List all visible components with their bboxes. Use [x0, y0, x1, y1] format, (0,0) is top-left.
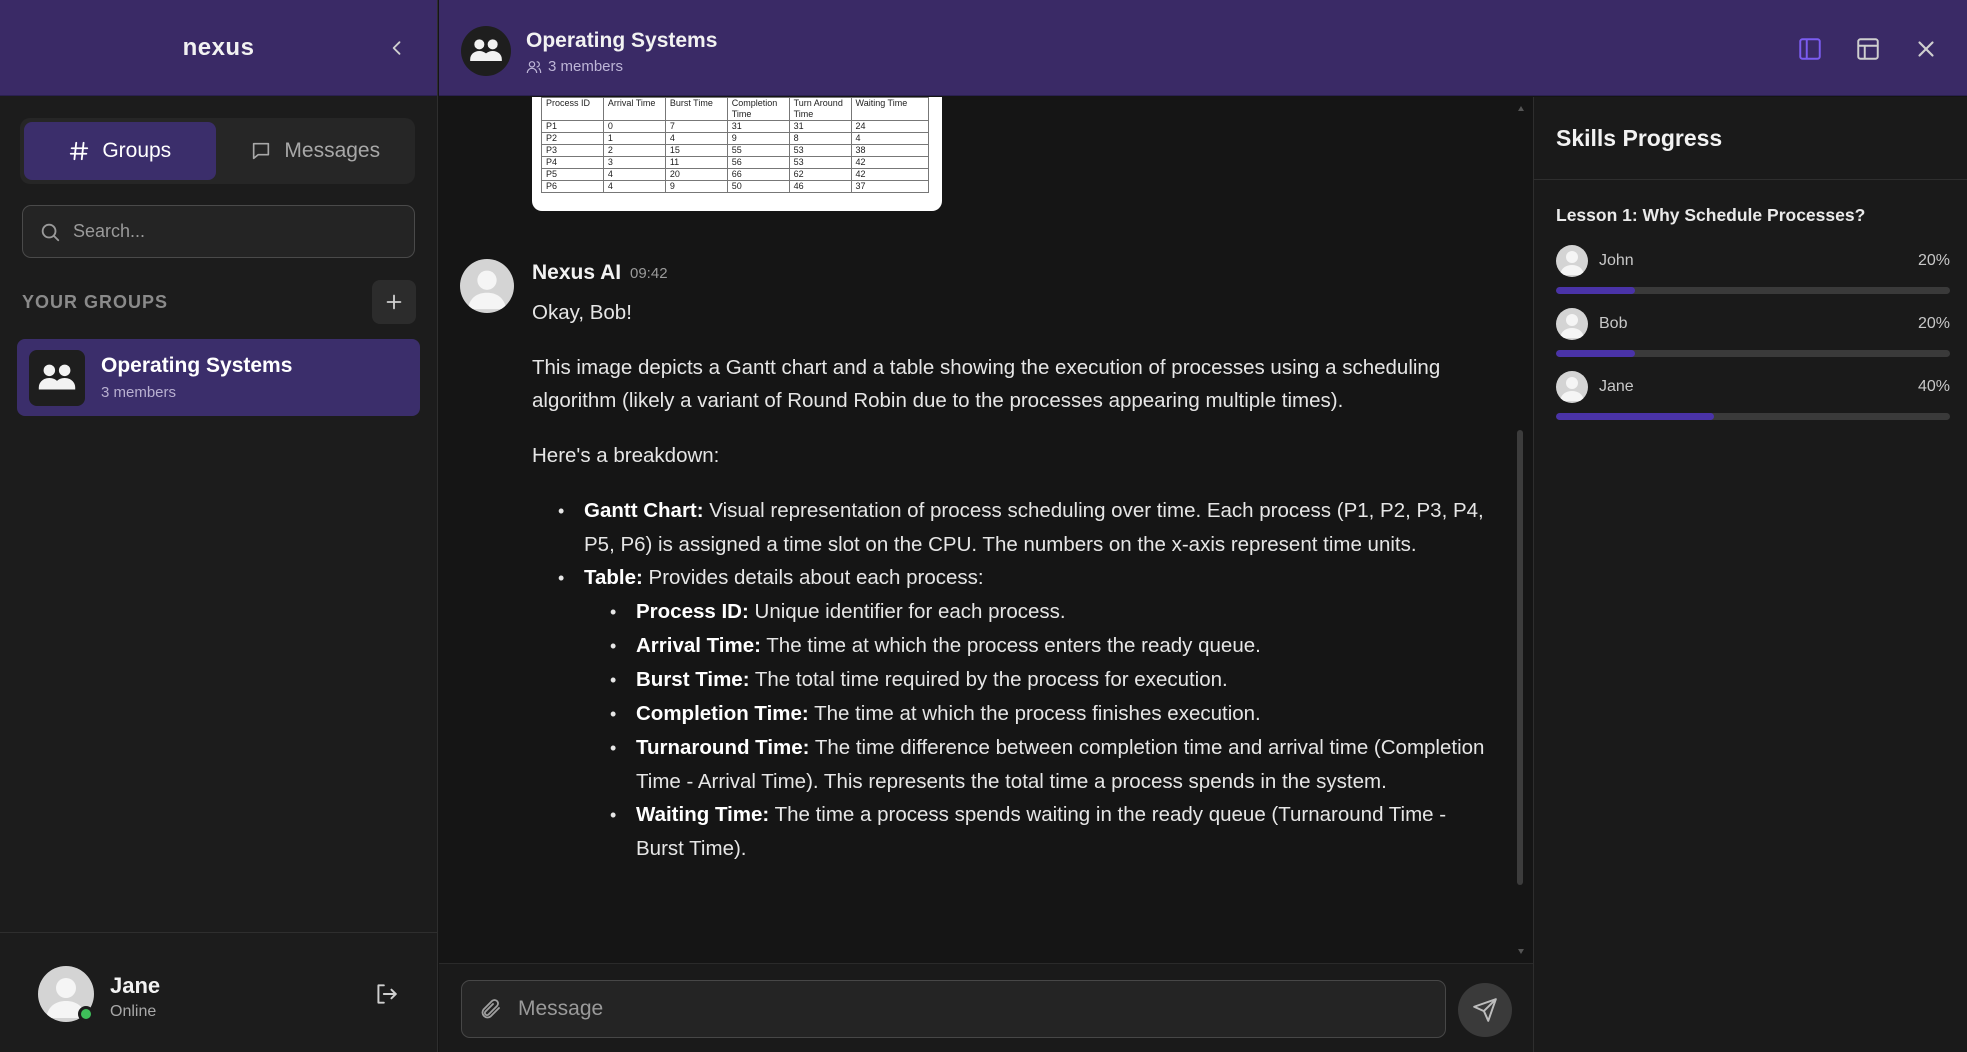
- table-cell: 4: [603, 169, 665, 181]
- chat-member-count: [526, 58, 623, 75]
- online-status-dot: [78, 1006, 94, 1022]
- list-item-text: The time at which the process finishes execution.: [808, 702, 1261, 725]
- avatar[interactable]: [460, 259, 514, 313]
- search-input[interactable]: [73, 221, 393, 242]
- scrollbar-thumb[interactable]: [1517, 430, 1523, 885]
- list-item-label: Table:: [584, 566, 643, 589]
- current-user-status: Online: [110, 1003, 157, 1020]
- table-row: [542, 133, 929, 145]
- table-row: [542, 145, 929, 157]
- table-cell: 11: [665, 157, 727, 169]
- tab-messages-label: Messages: [284, 139, 381, 162]
- table-cell: 9: [665, 181, 727, 193]
- list-item: • Completion Time: The time at which the process finishes execution.: [610, 702, 1261, 725]
- avatar: [1556, 245, 1588, 277]
- attached-image[interactable]: [532, 97, 942, 211]
- table-cell: 8: [789, 133, 851, 145]
- tab-groups-label: Groups: [102, 139, 172, 162]
- close-icon[interactable]: [1913, 36, 1939, 62]
- skills-panel: [1533, 97, 1967, 1052]
- user-footer: [0, 932, 437, 1052]
- table-cell: 20: [665, 169, 727, 181]
- tab-messages[interactable]: [220, 122, 412, 180]
- collapse-sidebar-icon[interactable]: [387, 38, 407, 58]
- progress-track: [1556, 287, 1950, 294]
- table-header: Turn Around Time: [789, 98, 851, 121]
- table-cell: 50: [727, 181, 789, 193]
- chat-title: Operating Systems: [526, 29, 718, 52]
- skill-member-name: Bob: [1599, 315, 1628, 332]
- skill-percent: 20%: [1917, 315, 1950, 332]
- table-cell: 42: [851, 169, 928, 181]
- table-cell: P4: [542, 157, 604, 169]
- table-cell: 7: [665, 121, 727, 133]
- message-timestamp: 09:42: [630, 265, 668, 282]
- group-users-icon: [466, 31, 506, 71]
- app-title: nexus: [182, 33, 255, 61]
- scroll-up-icon[interactable]: [1517, 105, 1525, 113]
- table-cell: 53: [789, 157, 851, 169]
- compose-box: [461, 980, 1446, 1038]
- add-group-button[interactable]: [372, 280, 416, 324]
- progress-fill: [1556, 413, 1714, 420]
- message-paragraph: This image depicts a Gantt chart and a table showing the execution of processes using a scheduling algorithm (likely a variant of Round Robin due to the processes appearing multiple times).: [532, 356, 1441, 412]
- table-cell: 2: [603, 145, 665, 157]
- table-cell: 56: [727, 157, 789, 169]
- skill-row-jane: [1556, 371, 1950, 421]
- list-item-label: Arrival Time:: [636, 634, 761, 657]
- table-cell: 4: [603, 181, 665, 193]
- table-row: [542, 121, 929, 133]
- sidebar: [0, 0, 438, 1052]
- table-cell: 38: [851, 145, 928, 157]
- table-cell: 1: [603, 133, 665, 145]
- list-item-text: The time at which the process enters the ready queue.: [760, 634, 1261, 657]
- search-icon: [39, 221, 61, 243]
- table-cell: 31: [789, 121, 851, 133]
- send-button[interactable]: [1458, 983, 1512, 1037]
- process-table-image: [541, 97, 929, 193]
- chat-member-count-label: 3 members: [548, 58, 624, 75]
- list-item-text: The time difference between completion time and arrival time (Completion Time - Arrival Time). This represents the total time a process spends in the system.: [636, 736, 1485, 793]
- table-cell: 55: [727, 145, 789, 157]
- table-cell: 42: [851, 157, 928, 169]
- current-user-name: Jane: [110, 973, 161, 998]
- table-header-row: [542, 98, 929, 121]
- message-input[interactable]: [518, 997, 1418, 1021]
- group-item-operating-systems[interactable]: [17, 339, 420, 416]
- group-name: Operating Systems: [101, 354, 293, 377]
- table-cell: P5: [542, 169, 604, 181]
- progress-fill: [1556, 287, 1635, 294]
- search-box: [22, 205, 415, 258]
- progress-fill: [1556, 350, 1635, 357]
- table-cell: 37: [851, 181, 928, 193]
- table-cell: 4: [851, 133, 928, 145]
- message-author: Nexus AI: [532, 261, 622, 284]
- message-body: [532, 296, 1492, 865]
- list-item: • Burst Time: The total time required by the process for execution.: [610, 668, 1228, 691]
- group-avatar: [461, 26, 511, 76]
- groups-heading: YOUR GROUPS: [22, 292, 169, 312]
- message-list: [554, 494, 1492, 865]
- send-icon: [1472, 997, 1498, 1023]
- table-row: [542, 157, 929, 169]
- logout-icon[interactable]: [373, 981, 399, 1007]
- table-row: [542, 181, 929, 193]
- list-item: • Turnaround Time: The time difference between completion time and arrival time (Completion Time - Arrival Time). This represents the total time a process spends in the system.: [610, 736, 1485, 793]
- skill-member-name: Jane: [1599, 378, 1634, 395]
- hash-icon: [68, 140, 90, 162]
- table-header: Process ID: [542, 98, 604, 121]
- message-sublist: [606, 595, 1492, 865]
- progress-track: [1556, 350, 1950, 357]
- table-header: Completion Time: [727, 98, 789, 121]
- group-member-count: 3 members: [101, 384, 177, 401]
- layout-icon[interactable]: [1855, 36, 1881, 62]
- skill-percent: 20%: [1917, 252, 1950, 269]
- chat-messages: [439, 97, 1533, 963]
- table-header: Burst Time: [665, 98, 727, 121]
- table-cell: 0: [603, 121, 665, 133]
- table-cell: 15: [665, 145, 727, 157]
- skill-member-name: John: [1599, 252, 1634, 269]
- list-item-label: Completion Time:: [636, 702, 809, 725]
- table-cell: 62: [789, 169, 851, 181]
- table-cell: 66: [727, 169, 789, 181]
- list-item-text: The time a process spends waiting in the ready queue (Turnaround Time - Burst Time).: [636, 803, 1447, 860]
- list-item-text: Unique identifier for each process.: [748, 600, 1066, 623]
- table-row: [542, 169, 929, 181]
- table-cell: P6: [542, 181, 604, 193]
- table-cell: P1: [542, 121, 604, 133]
- table-cell: 53: [789, 145, 851, 157]
- lesson-title: Lesson 1: Why Schedule Processes?: [1556, 205, 1866, 225]
- avatar: [1556, 371, 1588, 403]
- attachment-icon[interactable]: [478, 997, 502, 1021]
- chat-bubble-icon: [250, 140, 272, 162]
- message-paragraph: Here's a breakdown:: [532, 444, 720, 467]
- skill-row-bob: [1556, 308, 1950, 358]
- tab-groups[interactable]: [24, 122, 216, 180]
- table-cell: P3: [542, 145, 604, 157]
- chat-scrollbar[interactable]: [1517, 105, 1525, 955]
- skill-percent: 40%: [1917, 378, 1950, 395]
- plus-icon: [383, 291, 405, 313]
- list-item: • Process ID: Unique identifier for each process.: [610, 600, 1066, 623]
- list-item: • Arrival Time: The time at which the process enters the ready queue.: [610, 634, 1261, 657]
- table-cell: 46: [789, 181, 851, 193]
- group-avatar: [29, 350, 85, 406]
- progress-track: [1556, 413, 1950, 420]
- avatar: [1556, 308, 1588, 340]
- table-header: Waiting Time: [851, 98, 928, 121]
- list-item-text: The total time required by the process for execution.: [749, 668, 1228, 691]
- group-users-icon: [34, 355, 80, 401]
- skills-title: Skills Progress: [1534, 97, 1967, 180]
- sidebar-header: [0, 0, 437, 96]
- users-icon: [526, 59, 542, 75]
- message-greeting: Okay, Bob!: [532, 301, 632, 324]
- table-cell: 4: [665, 133, 727, 145]
- table-header: Arrival Time: [603, 98, 665, 121]
- list-item-label: Waiting Time:: [636, 803, 770, 826]
- table-cell: 9: [727, 133, 789, 145]
- list-item: • Gantt Chart: Visual representation of process scheduling over time. Each process (P1, P2, P3, P4, P5, P6) is assigned a time slot on the CPU. The numbers on the x-axis represent time units.: [558, 499, 1484, 556]
- list-item-label: Gantt Chart:: [584, 499, 704, 522]
- list-item: • Waiting Time: The time a process spends waiting in the ready queue (Turnaround Time - Burst Time).: [610, 803, 1447, 860]
- message-composer: [439, 963, 1533, 1052]
- sidebar-tabs: [20, 118, 415, 184]
- chat-header: [439, 0, 1967, 96]
- scroll-down-icon[interactable]: [1517, 947, 1525, 955]
- list-item-text: Provides details about each process:: [642, 566, 984, 589]
- table-cell: 31: [727, 121, 789, 133]
- list-item-label: Burst Time:: [636, 668, 750, 691]
- list-item-label: Process ID:: [636, 600, 749, 623]
- table-cell: 24: [851, 121, 928, 133]
- table-cell: 3: [603, 157, 665, 169]
- skill-row-john: [1556, 245, 1950, 295]
- sidebar-toggle-icon[interactable]: [1797, 36, 1823, 62]
- list-item-label: Turnaround Time:: [636, 736, 810, 759]
- list-item-text: Visual representation of process scheduling over time. Each process (P1, P2, P3, P4, P5, P6) is assigned a time slot on the CPU. The numbers on the x-axis represent time units.: [584, 499, 1484, 556]
- table-cell: P2: [542, 133, 604, 145]
- list-item: • Table: Provides details about each process: • Process ID: Unique identifier for each process. • Arrival Time: The time at which the process enters the ready queue. • Burst Time: The total time required by the process for execution. • Completion Time: The time at which the process finishes execution. • Turnaround Time: The time difference between completion time and arrival time (Completion Time - Arrival Time). This represents the total time a process spends in the system. • Waiting Time: The time a process spends waiting in the ready queue (Turnaround Time - Burst Time).: [554, 561, 1492, 865]
